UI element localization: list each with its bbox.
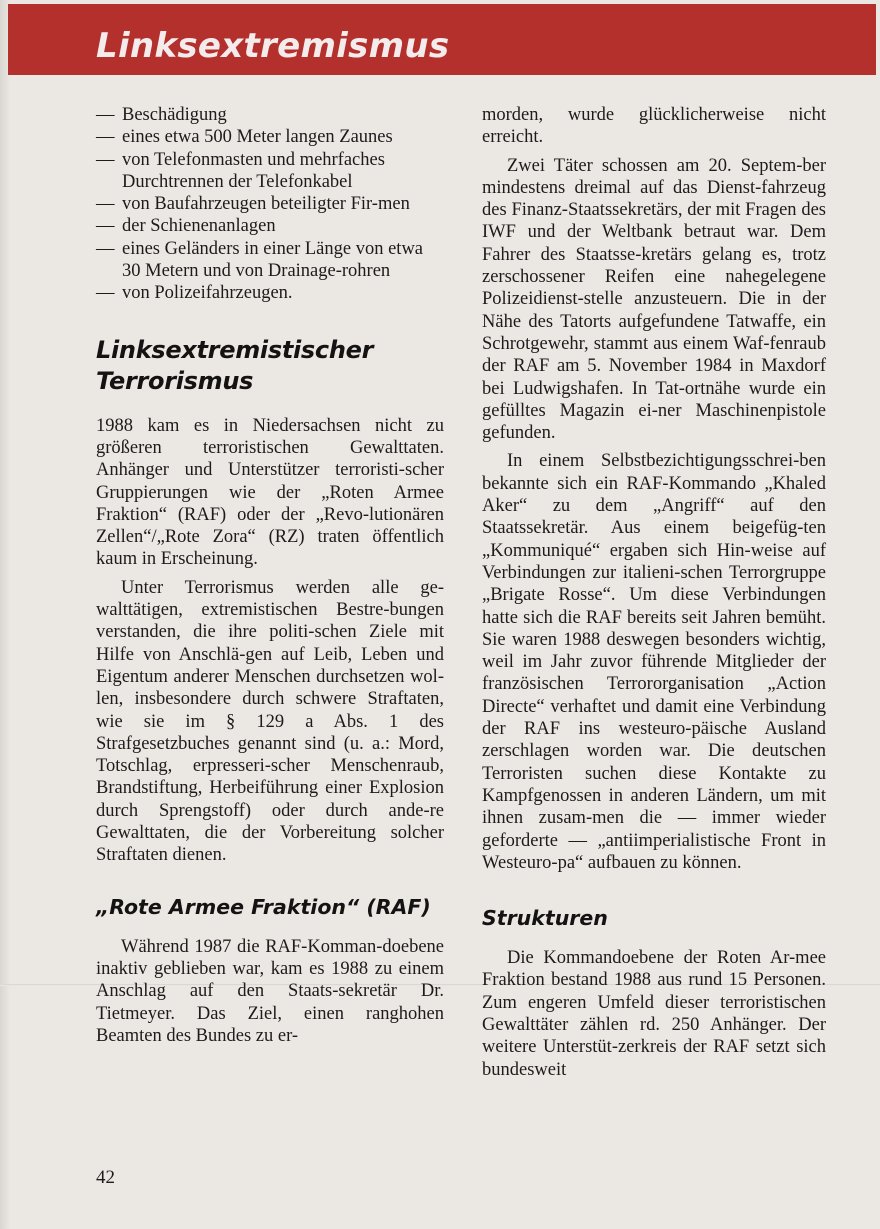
list-item: [96, 215, 444, 237]
page-number: 42: [96, 1167, 115, 1188]
dash-bullet: —: [96, 238, 115, 259]
list-item: [96, 238, 444, 283]
paragraph: morden, wurde glücklicherweise nicht erreicht.: [482, 105, 826, 148]
paragraph: In einem Selbstbezichtigungsschrei-ben bekannte sich ein RAF-Kommando „Khaled Aker“ zu dem „Angriff“ auf den Staatssekretär. Aus einem beigefüg-ten „Kommuniqué“ ergaben sich Hin-weise auf Verbindungen zur italieni-schen Terrorgruppe „Brigate Rosse“. Um diese Verbindungen hatte sich die RAF bereits seit Jahren bemüht. Sie waren 1988 deswegen besonders wichtig, weil im Jahr zuvor führende Mitglieder der französischen Terrororganisation „Action Directe“ verhaftet und damit eine Verbindung der RAF ins westeuro-päische Ausland zerschlagen worden war. Die deutschen Terroristen suchen diese Kontakte zu Kampfgenossen in anderen Ländern, um mit ihnen zusam-men die — immer wieder geforderte — „antiimperialistische Front in Westeuro-pa“ aufbauen zu können.: [482, 451, 826, 873]
list-item: [96, 149, 444, 194]
list-item: [96, 282, 444, 304]
list-item: [96, 104, 444, 126]
paragraph: 1988 kam es in Niedersachsen nicht zu größeren terroristischen Gewalttaten. Anhänger und Unterstützer terroristi-scher Gruppierungen wie der „Roten Armee Fraktion“ (RAF) oder der „Revo-lutionären Zellen“/„Rote Zora“ (RZ) traten öffentlich kaum in Erscheinung.: [96, 415, 444, 570]
dash-bullet: —: [96, 194, 115, 215]
dash-bullet: —: [96, 105, 115, 125]
right-column: [482, 104, 826, 1081]
left-column: [96, 104, 444, 1047]
damage-list: [96, 104, 444, 305]
paragraph: Während 1987 die RAF-Komman-doebene inaktiv geblieben war, kam es 1988 zu einem Anschlag auf den Staats-sekretär Dr. Tietmeyer. Das Ziel, einen ranghohen Beamten des Bundes zu er-: [96, 936, 444, 1046]
list-item: [96, 126, 444, 148]
list-item-text: eines Geländers in einer Länge von etwa 30 Metern und von Drainage-rohren: [122, 238, 424, 282]
list-item-text: der Schienenanlagen: [122, 216, 276, 237]
list-item-text: Beschädigung: [122, 105, 227, 125]
dash-bullet: —: [96, 283, 115, 304]
dash-bullet: —: [96, 127, 115, 148]
list-item: [96, 193, 444, 215]
list-item-text: von Polizeifahrzeugen.: [122, 283, 293, 304]
paragraph: Die Kommandoebene der Roten Ar-mee Fraktion bestand 1988 aus rund 15 Personen. Zum engeren Umfeld dieser terroristischen Gewalttäter zählen rd. 250 Anhänger. Der weitere Unterstüt-zerkreis der RAF setzt sich bundesweit: [482, 948, 826, 1080]
chapter-title: Linksextremismus: [96, 26, 450, 66]
paragraph: Unter Terrorismus werden alle ge-walttätigen, extremistischen Bestre-bungen verstanden, die ihre politi-schen Ziele mit Hilfe von Anschlä-gen auf Leib, Leben und Eigentum anderer Menschen durchsetzen wol-len, insbesondere durch schwere Straftaten, wie sie im § 129 a Abs. 1 des Strafgesetzbuches genannt sind (u. a.: Mord, Totschlag, erpresseri-scher Menschenraub, Brandstiftung, Herbeiführung einer Explosion durch Sprengstoff) oder durch ande-re Gewalttaten, die der Vorbereitung solcher Straftaten dienen.: [96, 577, 444, 866]
dash-bullet: —: [96, 149, 115, 170]
list-item-text: von Baufahrzeugen beteiligter Fir-men: [122, 194, 410, 215]
list-item-text: eines etwa 500 Meter langen Zaunes: [122, 127, 393, 148]
list-item-text: von Telefonmasten und mehrfaches Durchtrennen der Telefonkabel: [122, 149, 385, 192]
page-edge: [0, 0, 10, 1229]
section-heading-raf: „Rote Armee Fraktion“ (RAF): [96, 894, 431, 919]
paragraph: Zwei Täter schossen am 20. Septem-ber mindestens dreimal auf das Dienst-fahrzeug des Finanz-Staatssekretärs, der mit Fragen des IWF und der Weltbank betraut war. Dem Fahrer des Staatsse-kretärs gelang es, trotz zerschossener Reifen eine nahegelegene Polizeidienst-stelle anzusteuern. Die in der Nähe des Tatorts aufgefundene Tatwaffe, ein Schrotgewehr, stammt aus einem Waf-fenraub der RAF am 5. November 1984 in Maxdorf bei Ludwigshafen. In Tat-ortnähe wurde ein gefülltes Magazin ei-ner Maschinenpistole gefunden.: [482, 155, 826, 444]
section-heading-terrorismus: Linksextremistischer Terrorismus: [96, 335, 374, 395]
dash-bullet: —: [96, 216, 115, 237]
section-heading-strukturen: Strukturen: [482, 906, 608, 931]
